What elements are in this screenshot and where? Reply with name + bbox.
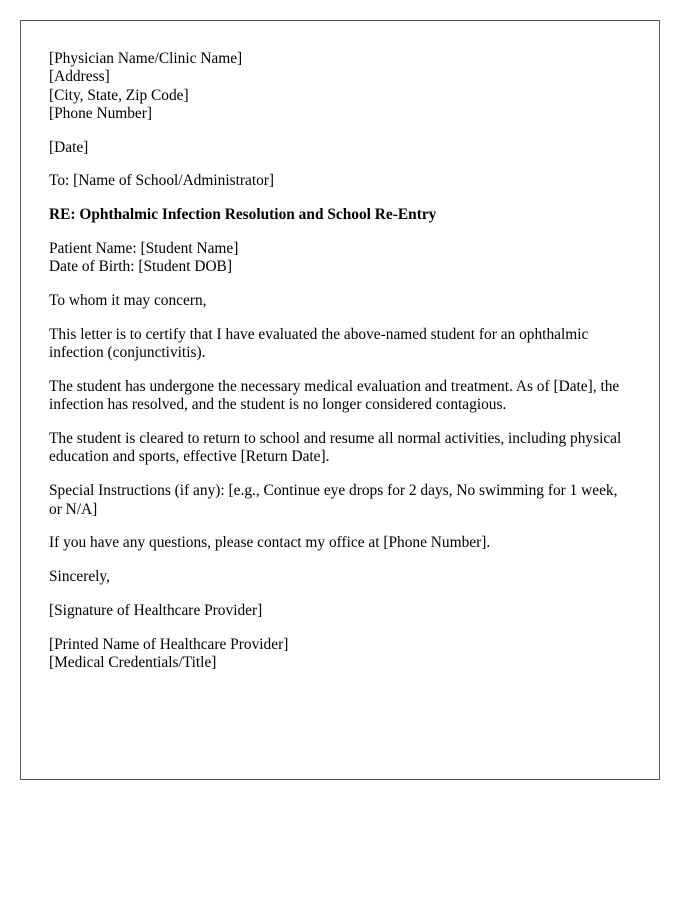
patient-block xyxy=(49,240,634,277)
clearance-text: The student is cleared to return to school and resume all normal activities, including physical education and sports, effective [Return Date]. xyxy=(49,430,622,466)
contact-text: If you have any questions, please contact my office at [Phone Number]. xyxy=(49,534,491,552)
sender-block xyxy=(49,50,634,123)
closing: Sincerely, xyxy=(49,568,110,586)
body-paragraph-5 xyxy=(49,534,634,552)
patient-name: Patient Name: [Student Name] xyxy=(49,240,239,258)
treatment-text: The student has undergone the necessary medical evaluation and treatment. As of [Date], the infection has resolved, and the student is no longer considered contagious. xyxy=(49,378,620,414)
body-paragraph-4 xyxy=(49,482,634,519)
letter-content xyxy=(49,50,634,688)
salutation-block xyxy=(49,292,634,310)
signature-placeholder: [Signature of Healthcare Provider] xyxy=(49,601,263,619)
body-paragraph-1 xyxy=(49,326,634,363)
signer-block xyxy=(49,636,634,673)
sender-city-state-zip: [City, State, Zip Code] xyxy=(49,86,189,104)
sender-phone: [Phone Number] xyxy=(49,104,153,122)
recipient-line: To: [Name of School/Administrator] xyxy=(49,172,275,190)
certification-text: This letter is to certify that I have evaluated the above-named student for an ophthalmic infection (conjunctivitis). xyxy=(49,325,589,362)
signer-credentials: [Medical Credentials/Title] xyxy=(49,654,217,672)
closing-block xyxy=(49,568,634,586)
letter-date: [Date] xyxy=(49,138,89,156)
subject-line: RE: Ophthalmic Infection Resolution and School Re-Entry xyxy=(49,206,437,224)
date-block xyxy=(49,139,634,157)
salutation: To whom it may concern, xyxy=(49,292,207,310)
letter-page xyxy=(20,20,660,780)
recipient-block xyxy=(49,172,634,190)
sender-address: [Address] xyxy=(49,68,110,86)
body-paragraph-3 xyxy=(49,430,634,467)
sender-name: [Physician Name/Clinic Name] xyxy=(49,50,243,67)
subject-block xyxy=(49,206,634,224)
signature-block xyxy=(49,602,634,620)
body-paragraph-2 xyxy=(49,378,634,415)
special-instructions-text: Special Instructions (if any): [e.g., Continue eye drops for 2 days, No swimming for 1 week, or N/A] xyxy=(49,482,618,518)
signer-printed-name: [Printed Name of Healthcare Provider] xyxy=(49,635,289,653)
patient-dob: Date of Birth: [Student DOB] xyxy=(49,258,232,276)
